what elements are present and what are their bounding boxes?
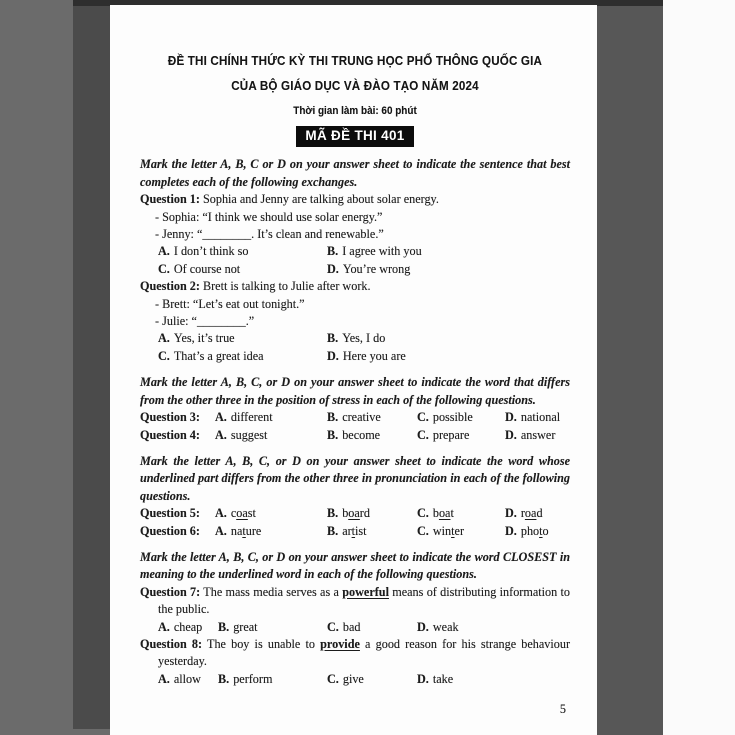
exam-page bbox=[110, 5, 597, 735]
exam-header bbox=[140, 5, 570, 147]
option-cell: C. That’s a great idea bbox=[158, 348, 264, 363]
option-cell: A. cheap bbox=[158, 619, 203, 634]
instruction-stress: Mark the letter A, B, C, or D on your answer sheet to indicate the word that differs from the other three in the position of stress in each of the following questions. bbox=[140, 375, 570, 407]
question-8-options-row bbox=[140, 671, 570, 688]
exam-page-content bbox=[110, 5, 597, 735]
question-1-options-row-1 bbox=[140, 243, 570, 260]
option-cell: D. Here you are bbox=[327, 348, 406, 363]
option-cell: B. great bbox=[218, 619, 258, 634]
option-cell: B. perform bbox=[218, 671, 273, 686]
question-5-row bbox=[140, 505, 570, 522]
option-cell: B. artist bbox=[327, 523, 367, 538]
option-cell: A. coast bbox=[215, 506, 256, 521]
option-cell: A. nature bbox=[215, 523, 262, 538]
question-2-dialogue-2: - Julie: “________.” bbox=[155, 314, 255, 329]
exam-code-badge: MÃ ĐỀ THI 401 bbox=[296, 126, 413, 147]
option-cell: B. I agree with you bbox=[327, 244, 422, 259]
question-8-label: Question 8: bbox=[140, 636, 203, 651]
option-cell: C. prepare bbox=[417, 427, 470, 442]
question-1-block bbox=[140, 191, 570, 278]
underlined-keyword: powerful bbox=[342, 584, 389, 599]
exam-code-badge-wrap bbox=[140, 126, 570, 147]
option-cell: B. board bbox=[327, 506, 370, 521]
question-4-row bbox=[140, 427, 570, 444]
option-cell: D. photo bbox=[505, 523, 549, 538]
question-7-options-row bbox=[140, 619, 570, 636]
instruction-pronunciation: Mark the letter A, B, C, or D on your answer sheet to indicate the word whose underlined part differs from the other three in pronunciation in each of the following questions. bbox=[140, 453, 570, 503]
page-left-shadow bbox=[73, 0, 110, 729]
page-number: 5 bbox=[559, 702, 566, 717]
question-1-options-row-2 bbox=[140, 261, 570, 278]
exam-duration: Thời gian làm bài: 60 phút bbox=[293, 105, 417, 117]
question-7-block bbox=[140, 584, 570, 636]
option-cell: D. answer bbox=[505, 427, 556, 442]
option-cell: A. suggest bbox=[215, 427, 268, 442]
question-8-block bbox=[140, 636, 570, 688]
question-6-label: Question 6: bbox=[140, 523, 200, 538]
question-2-options-row-1 bbox=[140, 330, 570, 347]
question-2-stem: Question 2: Brett is talking to Julie after work. bbox=[140, 279, 371, 294]
option-cell: A. allow bbox=[158, 671, 201, 686]
exam-title-line1: ĐỀ THI CHÍNH THỨC KỲ THI TRUNG HỌC PHỔ THÔNG QUỐC GIA bbox=[167, 53, 543, 68]
question-5-label: Question 5: bbox=[140, 506, 200, 521]
option-cell: D. You’re wrong bbox=[327, 261, 411, 276]
option-cell: C. possible bbox=[417, 410, 473, 425]
question-2-label: Question 2: bbox=[140, 279, 200, 294]
question-1-label: Question 1: bbox=[140, 192, 200, 207]
question-3-row bbox=[140, 409, 570, 426]
question-1-dialogue-1: - Sophia: “I think we should use solar energy.” bbox=[155, 209, 383, 224]
option-cell: A. Yes, it’s true bbox=[158, 331, 235, 346]
option-cell: C. Of course not bbox=[158, 261, 241, 276]
background-right-strip bbox=[663, 0, 735, 735]
question-6-row bbox=[140, 523, 570, 540]
question-2-dialogue-1: - Brett: “Let’s eat out tonight.” bbox=[155, 296, 305, 311]
option-cell: C. give bbox=[327, 671, 364, 686]
instruction-exchanges: Mark the letter A, B, C or D on your answer sheet to indicate the sentence that best completes each of the following exchanges. bbox=[140, 157, 570, 189]
option-cell: D. national bbox=[505, 410, 561, 425]
question-4-label: Question 4: bbox=[140, 427, 200, 442]
option-cell: B. become bbox=[327, 427, 381, 442]
question-8-stem: Question 8: The boy is unable to provide a good reason for his strange behaviour yesterday. bbox=[140, 636, 570, 669]
option-cell: C. bad bbox=[327, 619, 361, 634]
option-cell: B. creative bbox=[327, 410, 381, 425]
option-cell: C. boat bbox=[417, 506, 454, 521]
option-cell: D. weak bbox=[417, 619, 459, 634]
option-cell: C. winter bbox=[417, 523, 464, 538]
question-3-label: Question 3: bbox=[140, 410, 200, 425]
option-cell: B. Yes, I do bbox=[327, 331, 386, 346]
question-7-label: Question 7: bbox=[140, 584, 201, 599]
question-1-stem: Question 1: Sophia and Jenny are talking about solar energy. bbox=[140, 192, 439, 207]
underlined-keyword: provide bbox=[320, 636, 360, 651]
option-cell: A. I don’t think so bbox=[158, 244, 249, 259]
question-2-block bbox=[140, 278, 570, 365]
instruction-closest-meaning: Mark the letter A, B, C, or D on your answer sheet to indicate the word CLOSEST in meaning to the underlined word in each of the following questions. bbox=[140, 549, 570, 582]
option-cell: D. take bbox=[417, 671, 454, 686]
question-2-options-row-2 bbox=[140, 348, 570, 365]
question-7-stem: Question 7: The mass media serves as a powerful means of distributing information to the public. bbox=[140, 584, 570, 617]
page-right-shadow bbox=[597, 0, 663, 735]
option-cell: D. road bbox=[505, 506, 543, 521]
exam-title-line2: CỦA BỘ GIÁO DỤC VÀ ĐÀO TẠO NĂM 2024 bbox=[231, 78, 479, 93]
option-cell: A. different bbox=[215, 410, 273, 425]
question-1-dialogue-2: - Jenny: “________. It’s clean and renewable.” bbox=[155, 227, 384, 242]
